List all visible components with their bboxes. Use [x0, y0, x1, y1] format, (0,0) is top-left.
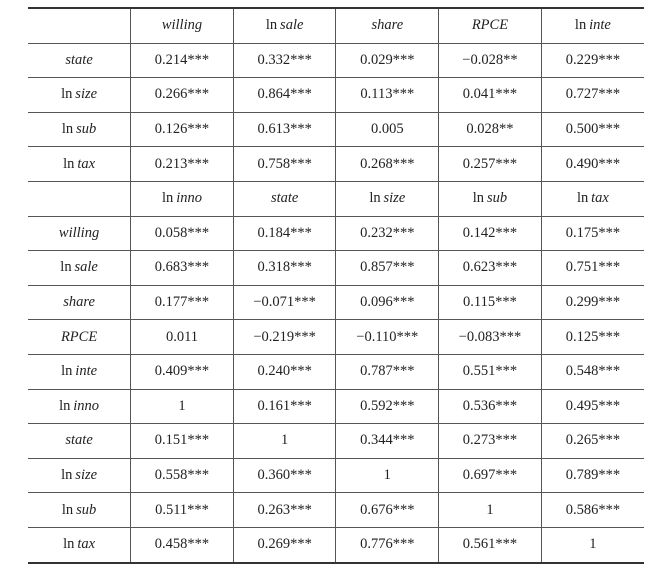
cell-value: 0.623*** [462, 259, 518, 276]
cell-value: 0.332*** [257, 51, 312, 68]
row-label-cell [28, 112, 131, 147]
table-row [28, 354, 644, 389]
table-cell [233, 458, 336, 493]
table-cell [336, 493, 439, 528]
cell-value: 0.214*** [154, 51, 210, 68]
table-cell [541, 43, 644, 78]
table-cell [233, 527, 336, 562]
table-cell [131, 527, 234, 562]
table-cell [439, 112, 542, 147]
column-header-cell [131, 181, 234, 216]
table-cell [131, 354, 234, 389]
cell-value: 0.344*** [360, 432, 415, 449]
log-prefix: ln [61, 121, 74, 138]
cell-value: 0.263*** [257, 501, 312, 518]
table-cell [131, 78, 234, 113]
variable-name: willing [58, 224, 100, 241]
log-prefix: ln [576, 190, 589, 207]
row-label-cell [28, 493, 131, 528]
column-header-cell [439, 181, 542, 216]
table-cell [541, 285, 644, 320]
variable-name: sub [76, 501, 97, 518]
table-cell [336, 354, 439, 389]
variable-name: inte [75, 363, 98, 380]
table-cell [233, 354, 336, 389]
variable-name: share [371, 17, 404, 34]
table-cell [336, 43, 439, 78]
table-cell [336, 112, 439, 147]
cell-value: 0.511*** [155, 501, 209, 518]
cell-value: 0.177*** [154, 294, 210, 311]
table-cell [233, 389, 336, 424]
cell-value: 0.175*** [565, 224, 621, 241]
table-cell [131, 216, 234, 251]
table-row [28, 458, 644, 493]
log-prefix: ln [574, 17, 587, 34]
variable-name: size [75, 86, 98, 103]
table-cell [541, 216, 644, 251]
variable-name: sale [280, 17, 304, 34]
table-cell [541, 527, 644, 562]
cell-value: 0.561*** [462, 536, 518, 553]
table-cell [131, 147, 234, 182]
table-cell [541, 147, 644, 182]
table-cell [336, 285, 439, 320]
cell-value: 0.758*** [257, 155, 312, 172]
log-prefix: ln [265, 17, 278, 34]
table-cell [439, 389, 542, 424]
row-label-cell [28, 181, 131, 216]
table-cell [233, 251, 336, 286]
table-cell [541, 458, 644, 493]
cell-value: 0.269*** [257, 536, 312, 553]
cell-value: 0.500*** [565, 121, 621, 138]
table-cell [131, 424, 234, 459]
cell-value: 0.857*** [360, 259, 415, 276]
table-cell [233, 285, 336, 320]
row-label-cell [28, 285, 131, 320]
row-label-cell [28, 527, 131, 562]
table-cell [541, 424, 644, 459]
cell-value: 0.864*** [257, 86, 312, 103]
row-label-cell [28, 8, 131, 43]
cell-value: 1 [281, 432, 289, 449]
log-prefix: ln [162, 190, 174, 207]
cell-value: 0.028** [466, 121, 514, 138]
cell-value: 0.161*** [257, 397, 312, 414]
table-cell [541, 389, 644, 424]
cell-value: 0.318*** [257, 259, 312, 276]
table-cell [541, 112, 644, 147]
correlation-table [28, 7, 644, 564]
table-row [28, 78, 644, 113]
row-label-cell [28, 389, 131, 424]
cell-value: 0.229*** [565, 51, 621, 68]
table-cell [131, 458, 234, 493]
table-cell [336, 251, 439, 286]
column-header-cell [336, 8, 439, 43]
variable-name: sub [76, 121, 97, 138]
table-row [28, 147, 644, 182]
cell-value: 0.613*** [257, 121, 312, 138]
table-cell [439, 43, 542, 78]
column-header-cell [131, 8, 234, 43]
table-cell [131, 43, 234, 78]
column-header-cell [541, 8, 644, 43]
cell-value: 1 [589, 536, 597, 553]
table-cell [131, 389, 234, 424]
cell-value: 0.041*** [462, 86, 518, 103]
variable-name: tax [591, 190, 609, 207]
table-cell [541, 320, 644, 355]
cell-value: 0.495*** [565, 397, 621, 414]
log-prefix: ln [61, 363, 73, 380]
log-prefix: ln [61, 467, 73, 484]
variable-name: inno [176, 190, 202, 207]
table-cell [131, 493, 234, 528]
table-cell [541, 493, 644, 528]
cell-value: 0.115*** [463, 294, 517, 311]
variable-name: state [270, 190, 299, 207]
table-cell [336, 389, 439, 424]
cell-value: −0.083*** [458, 328, 522, 345]
table-cell [439, 251, 542, 286]
table-cell [439, 354, 542, 389]
cell-value: 0.558*** [154, 467, 210, 484]
cell-value: 0.789*** [565, 467, 621, 484]
cell-value: 0.360*** [257, 467, 312, 484]
table-cell [336, 458, 439, 493]
cell-value: 0.058*** [154, 224, 210, 241]
cell-value: −0.219*** [253, 328, 316, 345]
cell-value: 0.548*** [565, 363, 621, 380]
table-cell [439, 285, 542, 320]
table-cell [541, 78, 644, 113]
table-cell [336, 424, 439, 459]
cell-value: 0.142*** [462, 224, 518, 241]
cell-value: 0.586*** [565, 501, 621, 518]
table-cell [336, 216, 439, 251]
cell-value: 0.458*** [154, 536, 210, 553]
table-cell [439, 147, 542, 182]
table-row [28, 216, 644, 251]
cell-value: 0.265*** [565, 432, 621, 449]
cell-value: 0.005 [370, 121, 404, 138]
row-label-cell [28, 458, 131, 493]
cell-value: 0.592*** [360, 397, 415, 414]
cell-value: 0.125*** [565, 328, 621, 345]
table-row [28, 424, 644, 459]
cell-value: 0.232*** [360, 224, 415, 241]
variable-name: RPCE [471, 17, 509, 34]
table-cell [439, 216, 542, 251]
variable-name: state [65, 51, 93, 68]
table-cell [233, 78, 336, 113]
table-cell [439, 527, 542, 562]
table-row [28, 181, 644, 216]
log-prefix: ln [59, 397, 71, 414]
cell-value: 0.551*** [462, 363, 518, 380]
cell-value: 0.096*** [360, 294, 415, 311]
row-label-cell [28, 78, 131, 113]
table-cell [541, 354, 644, 389]
log-prefix: ln [61, 501, 74, 518]
cell-value: 0.184*** [257, 224, 312, 241]
table-row [28, 320, 644, 355]
cell-value: 0.490*** [565, 155, 621, 172]
cell-value: 0.011 [165, 328, 199, 345]
variable-name: tax [77, 155, 96, 172]
cell-value: 0.787*** [360, 363, 415, 380]
table-row [28, 43, 644, 78]
variable-name: sale [74, 259, 98, 276]
cell-value: 1 [383, 467, 391, 484]
cell-value: 0.113*** [360, 86, 415, 103]
variable-name: state [65, 432, 93, 449]
cell-value: 0.409*** [154, 363, 210, 380]
cell-value: 0.751*** [565, 259, 621, 276]
log-prefix: ln [63, 155, 75, 172]
correlation-table-body [28, 8, 644, 563]
cell-value: 1 [486, 501, 494, 518]
cell-value: 0.676*** [360, 501, 415, 518]
variable-name: inte [589, 17, 611, 34]
variable-name: RPCE [60, 328, 98, 345]
table-cell [233, 424, 336, 459]
log-prefix: ln [61, 86, 73, 103]
cell-value: 0.683*** [154, 259, 210, 276]
table-cell [336, 527, 439, 562]
table-cell [131, 320, 234, 355]
variable-name: size [383, 190, 406, 207]
table-cell [131, 251, 234, 286]
column-header-cell [233, 181, 336, 216]
log-prefix: ln [472, 190, 485, 207]
row-label-cell [28, 251, 131, 286]
table-cell [336, 78, 439, 113]
table-cell [233, 493, 336, 528]
table-cell [439, 458, 542, 493]
variable-name: tax [77, 536, 96, 553]
row-label-cell [28, 320, 131, 355]
table-cell [233, 147, 336, 182]
cell-value: −0.028** [462, 51, 518, 68]
table-cell [336, 147, 439, 182]
cell-value: 1 [178, 397, 186, 414]
table-row [28, 389, 644, 424]
table-cell [233, 320, 336, 355]
cell-value: 0.273*** [462, 432, 518, 449]
cell-value: −0.110*** [356, 328, 419, 345]
table-cell [439, 493, 542, 528]
column-header-cell [233, 8, 336, 43]
row-label-cell [28, 43, 131, 78]
variable-name: sub [486, 190, 508, 207]
table-row [28, 112, 644, 147]
column-header-cell [439, 8, 542, 43]
table-cell [439, 424, 542, 459]
column-header-cell [541, 181, 644, 216]
table-row [28, 527, 644, 562]
cell-value: 0.240*** [257, 363, 312, 380]
cell-value: 0.536*** [462, 397, 518, 414]
cell-value: 0.213*** [154, 155, 210, 172]
row-label-cell [28, 216, 131, 251]
table-cell [439, 78, 542, 113]
table-cell [233, 216, 336, 251]
cell-value: 0.776*** [360, 536, 415, 553]
row-label-cell [28, 424, 131, 459]
log-prefix: ln [60, 259, 72, 276]
table-cell [439, 320, 542, 355]
cell-value: 0.029*** [360, 51, 415, 68]
table-row [28, 8, 644, 43]
table-cell [541, 251, 644, 286]
row-label-cell [28, 147, 131, 182]
cell-value: 0.266*** [154, 86, 210, 103]
cell-value: 0.697*** [462, 467, 518, 484]
table-row [28, 493, 644, 528]
cell-value: 0.257*** [462, 155, 518, 172]
variable-name: willing [161, 17, 203, 34]
table-cell [336, 320, 439, 355]
table-cell [233, 112, 336, 147]
table-row [28, 285, 644, 320]
variable-name: share [63, 294, 95, 311]
cell-value: 0.268*** [360, 155, 415, 172]
cell-value: 0.299*** [565, 294, 621, 311]
variable-name: inno [73, 397, 100, 414]
table-cell [131, 112, 234, 147]
cell-value: −0.071*** [253, 294, 316, 311]
cell-value: 0.151*** [154, 432, 210, 449]
table-cell [131, 285, 234, 320]
table-row [28, 251, 644, 286]
variable-name: size [75, 467, 98, 484]
cell-value: 0.727*** [565, 86, 621, 103]
column-header-cell [336, 181, 439, 216]
row-label-cell [28, 354, 131, 389]
table-cell [233, 43, 336, 78]
cell-value: 0.126*** [154, 121, 210, 138]
log-prefix: ln [63, 536, 75, 553]
log-prefix: ln [369, 190, 381, 207]
